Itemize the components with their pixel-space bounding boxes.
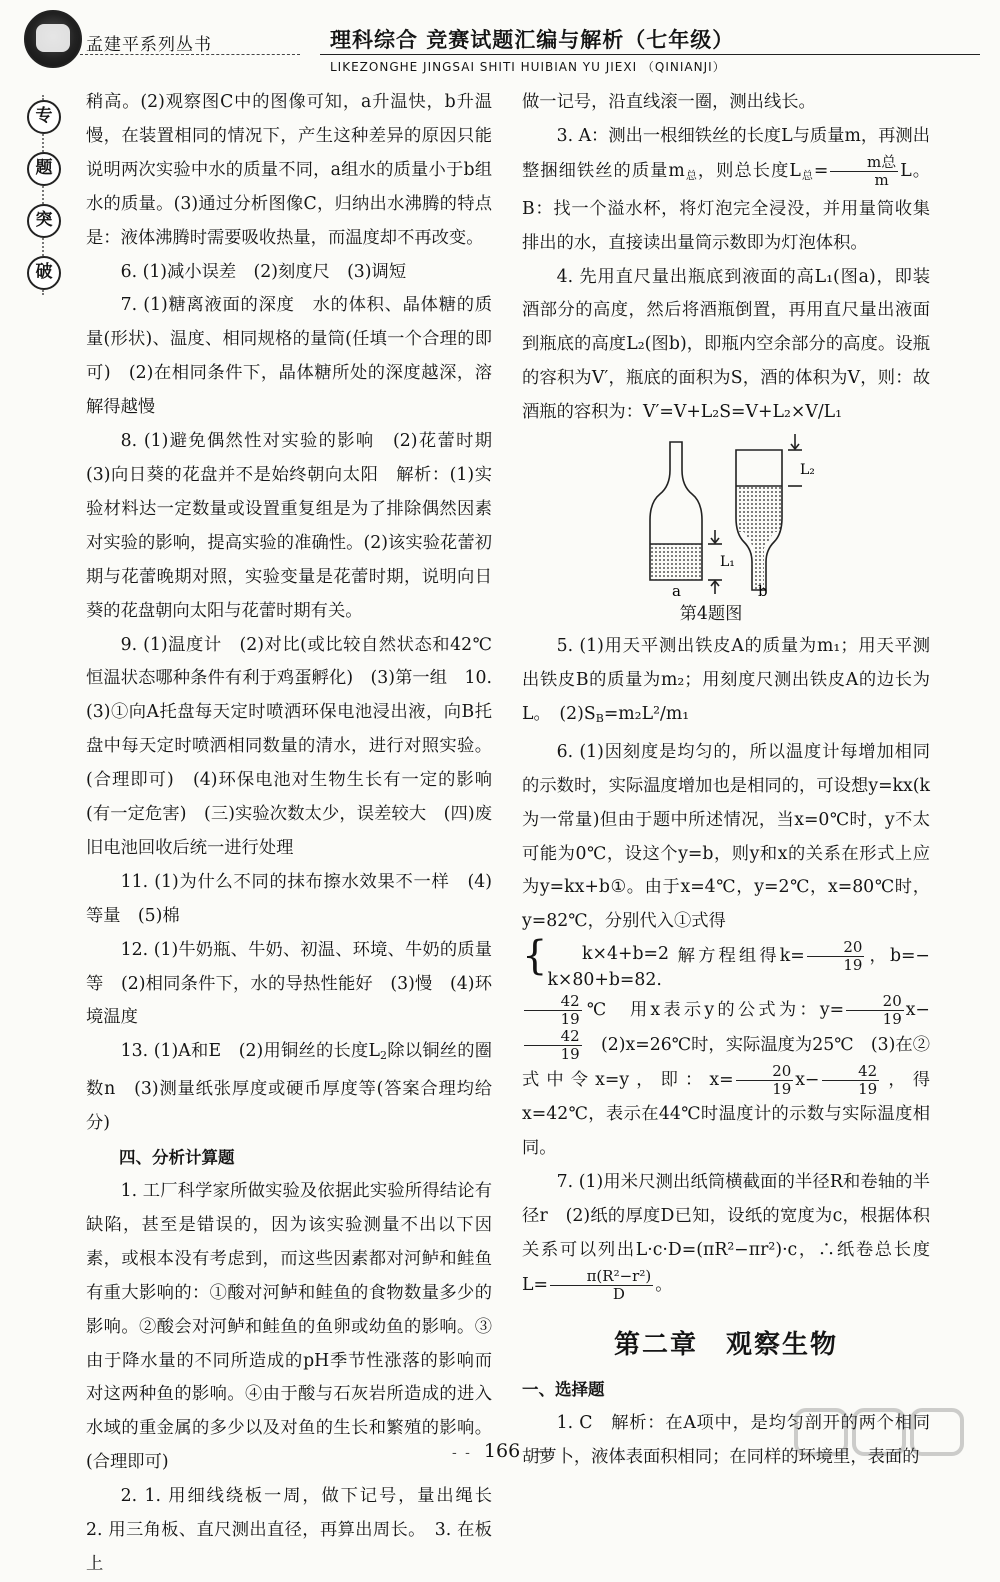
calc-answer-7: 7. (1)用米尺测出纸筒横截面的半径R和卷轴的半径r (2)纸的厚度D已知，设纸的宽度为c，根据体积关系可以列出L·c·D=(πR²−πr²)·c，∴纸卷总长度L= $\frac{\text{π(R²−r²)}}{D}$ 。 bbox=[522, 1172, 930, 1303]
chapter-title: 第二章 观察生物 bbox=[613, 1329, 838, 1360]
label-b: b bbox=[758, 582, 768, 599]
page-number: - - 166 — bbox=[452, 1440, 553, 1462]
side-tag: 突 bbox=[27, 204, 61, 238]
calc-answer-6: 6. (1)因刻度是均匀的，所以温度计每增加相同的示数时，实际温度增加也是相同的，可设想y=kx(k为一常量)但由于题中所述情况，当x=0℃时，y不太可能为0℃，设这个y=b，则y和x的关系在形式上应为y=kx+b①。由于x=4℃，y=2℃，x=80℃时，y=82℃，分别代入①式得 { k×4+b=2 k×80+b=82. 解方程组得k= $\frac{20}{19}$ ，b=− $\frac{42}{19}$ ℃ 用x表示y的公式为：y= $\frac{20}{19}$ x− $\frac{42}{19}$ (2)x=26℃时，实际温度为25℃ (3)在②式中令x=y，即：x= $\frac{20}{19}$ x− $\frac{42}{19}$ ，得x=42℃，表示在44℃时温度计的示数与实际温度相同。 bbox=[522, 741, 930, 1159]
side-tag: 题 bbox=[27, 152, 61, 186]
bottle-figure bbox=[522, 430, 930, 630]
answer-9-10: 9. (1)温度计 (2)对比(或比较自然状态和42℃恒温状态哪种条件有利于鸡蛋孵化) (3)第一组 10. (3)①向A托盘每天定时喷洒环保电池浸出液，向B托盘中每天定时喷洒相同数量的清水，进行对照实验。(合理即可) (4)环保电池对生物生长有一定的影响(有一定危害) (三)实验次数太少，误差较大 (四)废旧电池回收后统一进行处理 bbox=[86, 634, 492, 858]
answer-8: 8. (1)避免偶然性对实验的影响 (2)花蕾时期 (3)向日葵的花盘并不是始终朝向太阳 解析：(1)实验材料达一定数量或设置重复组是为了排除偶然因素对实验的影响，提高实验的准确性。(2)该实验花蕾初期与花蕾晚期对照，实验变量是花蕾时期，说明向日葵的花盘朝向太阳与花蕾时期有关。 bbox=[86, 431, 510, 621]
series-name: 孟建平系列丛书 bbox=[86, 35, 212, 55]
answer-12: 12. (1)牛奶瓶、牛奶、初温、环境、牛奶的质量等 (2)相同条件下，水的导热性能好 (3)慢 (4)环境温度 bbox=[86, 939, 492, 1028]
answer-7: 7. (1)糖离液面的深度 水的体积、晶体糖的质量(形状)、温度、相同规格的量筒(任填一个合理的即可) (2)在相同条件下，晶体糖所处的深度越深，溶解得越慢 bbox=[86, 295, 492, 418]
book-title-pinyin: LIKEZONGHE JINGSAI SHITI HUIBIAN YU JIEXI （QINIANJI） bbox=[330, 60, 726, 74]
label-l1: L₁ bbox=[720, 554, 735, 571]
calc-answer-1: 1. 工厂科学家所做实验及依据此实验所得结论有缺陷，甚至是错误的，因为该实验测量不出以下因素，或根本没有考虑到，而这些因素都对河鲈和鲑鱼有重大影响的：①酸对河鲈和鲑鱼的食物数量多少的影响。②酸会对河鲈和鲑鱼的鱼卵或幼鱼的影响。③由于降水量的不同所造成的pH季节性涨落的影响而对这两种鱼的影响。④由于酸与石灰岩所造成的进入水域的重金属的多少以及对鱼的生长和繁殖的影响。(合理即可) bbox=[86, 1181, 492, 1473]
answer-6: 6. (1)减小误差 (2)刻度尺 (3)调短 bbox=[120, 261, 407, 282]
answer-paragraph: 稍高。(2)观察图C中的图像可知，a升温快，b升温慢，在装置相同的情况下，产生这种差异的原因只能说明两次实验中水的质量不同，a组水的质量小于b组水的质量。(3)通过分析图像C，归纳出水沸腾的特点是：液体沸腾时需要吸收热量，而温度却不再改变。 bbox=[86, 92, 492, 248]
side-tag: 破 bbox=[27, 256, 61, 290]
side-tag: 专 bbox=[27, 100, 61, 134]
section-heading: 四、分析计算题 bbox=[119, 1148, 235, 1168]
calc-answer-3: 3. A：测出一根细铁丝的长度L与质量m，再测出整捆细铁丝的质量$m_总$，则总长度$L_总=$ $\frac{\text{m总}}{m}$ L。B：找一个溢水杯，将灯泡完全浸没，并用量筒收集排出的水，直接读出量筒示数即为灯泡体积。 bbox=[522, 125, 930, 253]
calc-answer-2: 2. 1. 用细线绕板一周，做下记号，量出绳长 2. 用三角板、直尺测出直径，再算出周长。 3. 在板上 bbox=[86, 1486, 510, 1574]
answer-11: 11. (1)为什么不同的抹布擦水效果不一样 (4)等量 (5)棉 bbox=[86, 871, 492, 926]
calc-answer-4: 4. 先用直尺量出瓶底到液面的高L₁(图a)，即装酒部分的高度，然后将酒瓶倒置，再用直尺量出液面到瓶底的高度L₂(图b)，即瓶内空余部分的高度。设瓶的容积为V′，瓶底的面积为S，酒的体积为V，则：故酒瓶的容积为：V′=V+L₂S=V+L₂×V/L₁ bbox=[522, 266, 930, 423]
answer-13: 13. (1)A和E (2)用铜丝的长度$L_2$除以铜丝的圈数n (3)测量纸张厚度或硬币厚度等(答案合理均给分) bbox=[86, 1041, 492, 1134]
label-a: a bbox=[672, 582, 681, 599]
calc-answer-5: 5. (1)用天平测出铁皮A的质量为m₁；用天平测出铁皮B的质量为m₂；用刻度尺测出铁皮A的边长为L。 $(2)S_B=m_2L^2/m_1$ bbox=[522, 636, 930, 725]
book-title: 理科综合 竞赛试题汇编与解析（七年级） bbox=[330, 27, 735, 52]
figure-caption: 第4题图 bbox=[679, 604, 743, 625]
choice-answer-1: 1. C 解析：在A项中，是均匀剖开的两个相同胡萝卜，液体表面积相同；在同样的环境里，表面的 bbox=[522, 1412, 930, 1467]
bottle-a bbox=[650, 442, 722, 594]
bottle-b bbox=[736, 434, 802, 590]
section-heading: 一、选择题 bbox=[522, 1379, 605, 1399]
bottle-diagram bbox=[522, 430, 930, 598]
watermark-logo-icon bbox=[792, 1404, 982, 1464]
page-header bbox=[0, 0, 1000, 82]
series-logo-icon bbox=[24, 10, 82, 68]
right-column bbox=[522, 86, 930, 1474]
calc-answer-2-cont: 做一记号，沿直线滚一圈，测出线长。 bbox=[522, 92, 816, 112]
label-l2: L₂ bbox=[800, 462, 815, 479]
